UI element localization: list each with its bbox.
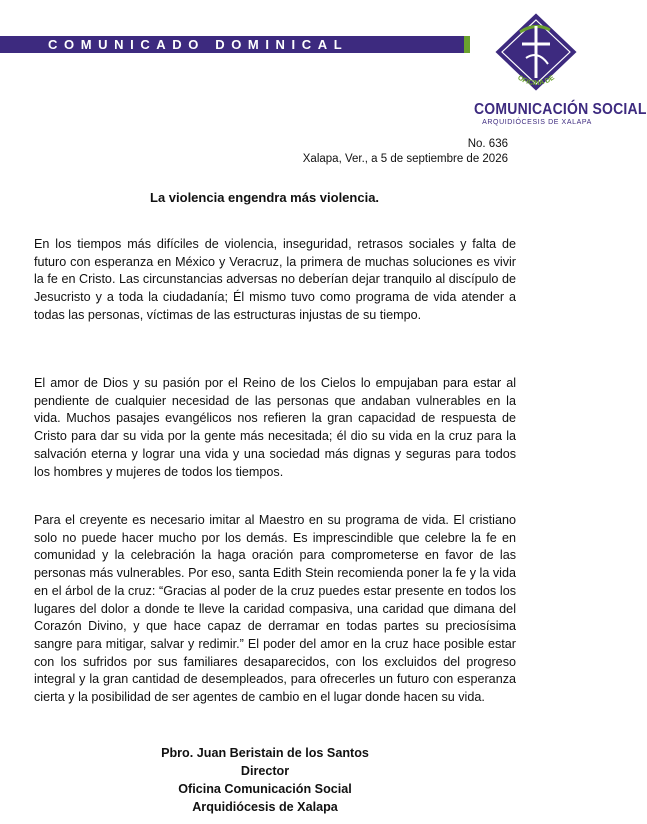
place-date: Xalapa, Ver., a 5 de septiembre de 2026: [302, 153, 508, 165]
signature-role: Director: [240, 764, 290, 778]
logo-title: COMUNICACIÓN SOCIAL: [474, 98, 647, 118]
signature-name: Pbro. Juan Beristain de los Santos: [161, 746, 369, 760]
body-paragraph: Para el creyente es necesario imitar al Maestro en su programa de vida. El cristiano solo no puede hacer mucho por los demás. Es imprescindible que celebre la fe en comunidad y la celebración la haga oración para comprometerse en favor de las personas más vulnerables. Por eso, santa Edith Stein recomienda poner la fe y la vida en el árbol de la cruz: “Gracias al poder de la cruz puedes estar presente en todos los lugares del dolor a donde te lleve la caridad compasiva, una caridad que dimana del Corazón Divino, y que hace capaz de derramar en todas partes su preciosísima sangre para mitigar, salvar y redimir.” El poder del amor en la cruz hace posible estar con los sufridos por sus familiares desaparecidos, con los excluidos del progreso integral y la gran cantidad de desempleados, para ofrecerles un futuro con esperanza cierta y la posibilidad de ser agentes de cambio en el lugar donde hacen su vida.: [34, 513, 516, 705]
body-paragraph: En los tiempos más difíciles de violencia, inseguridad, retrasos sociales y falta de futuro con esperanza en México y Veracruz, la primera de muchas soluciones es vivir la fe en Cristo. Las circunstancias adversas no deberían dejar tranquilo al discípulo de Jesucristo y a toda la ciudadanía; Él mismo tuvo como programa de vida atender a todas las personas, víctimas de las estructuras injustas de su tiempo.: [34, 237, 516, 322]
signature-diocese: Arquidiócesis de Xalapa: [192, 800, 338, 814]
logo-subtitle: ARQUIDIÓCESIS DE XALAPA: [482, 119, 592, 126]
banner-title: COMUNICADO DOMINICAL: [48, 37, 349, 52]
body-paragraph: El amor de Dios y su pasión por el Reino de los Cielos lo empujaban para estar al pendiente de cualquier necesidad de las personas que andaban vulnerables en la vida. Muchos pasajes evangélicos nos refieren la gran capacidad de respuesta de Cristo para dar su vida por la gente más necesitada; él dio su vida en la cruz para la salvación eterna y lograr una vida y una sociedad más dignas y seguras para todos los hombres y mujeres de todos los tiempos.: [34, 376, 516, 479]
communique-number: No. 636: [467, 138, 508, 150]
signature-office: Oficina Comunicación Social: [178, 782, 352, 796]
logo-diamond-icon: [492, 10, 580, 94]
logo-ring-text: OFICINA DE: [516, 74, 556, 88]
header-banner-accent: [464, 36, 470, 53]
page-title: La violencia engendra más violencia.: [150, 190, 380, 205]
